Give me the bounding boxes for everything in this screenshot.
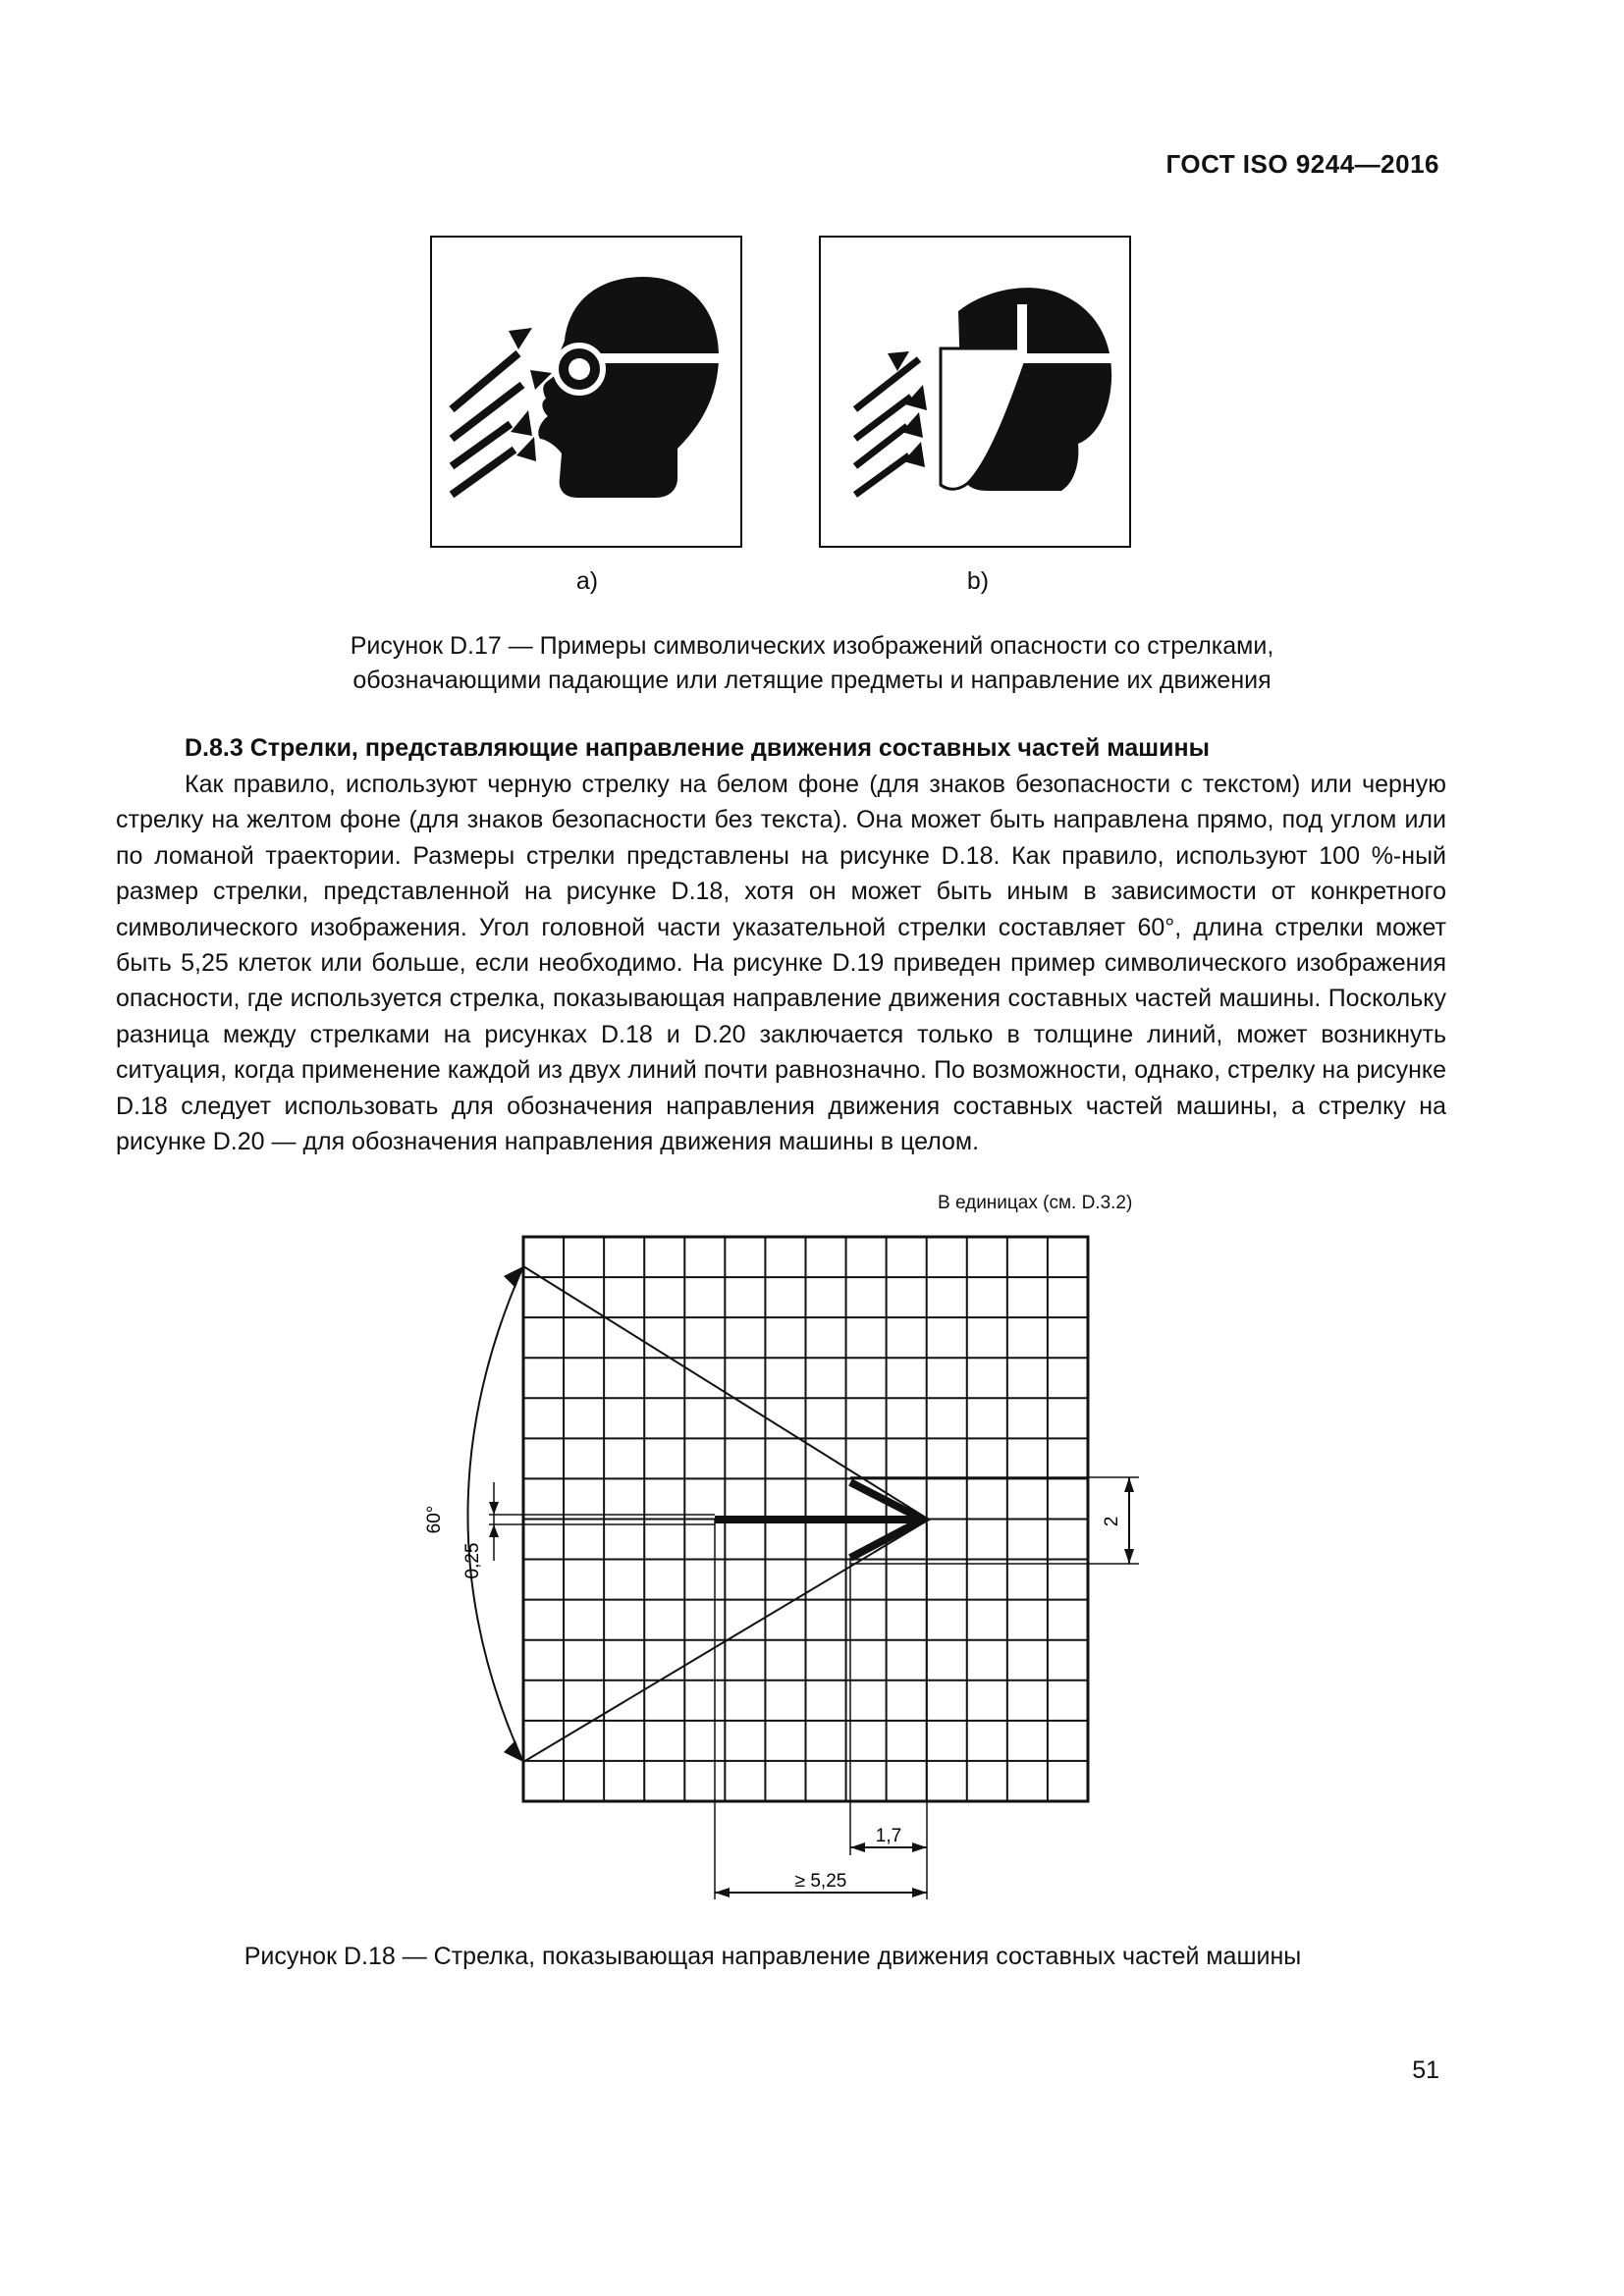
units-note: В единицах (см. D.3.2) [938, 1193, 1133, 1213]
document-header: ГОСТ ISO 9244—2016 [1165, 149, 1439, 179]
dim-text-total-length: ≥ 5,25 [794, 1871, 847, 1892]
dim-text-thickness: 0,25 [462, 1542, 483, 1579]
dim-text-head-length: 1,7 [875, 1826, 902, 1846]
sign-label-a: a) [575, 567, 599, 595]
figure-caption-d18: Рисунок D.18 — Стрелка, показывающая направление движения составных частей машины [244, 1943, 1302, 1970]
sign-label-b: b) [966, 567, 990, 595]
dim-text-head-height: 2 [1102, 1516, 1122, 1527]
figure-caption-d17-line1: Рисунок D.17 — Примеры символических изображений опасности со стрелками, [350, 632, 1274, 660]
page-number: 51 [1412, 2056, 1439, 2084]
dim-text-angle: 60° [424, 1505, 445, 1534]
body-paragraph: Как правило, используют черную стрелку на белом фоне (для знаков безопасности с текстом) или черную стрелку на желтом фоне (для знаков безопасности без текста). Она может быть направлена прямо, под углом или по ломаной траектории. Размеры стрелки представлены на рисунке D.18. Как правило, используют 100 %-ный размер стрелки, представленной на рисунке D.18, хотя он может быть иным в зависимости от конкретного символического изображения. Угол головной части указательной стрелки составляет 60°, длина стрелки может быть 5,25 клеток или больше, если необходимо. На рисунке D.19 приведен пример символического изображения опасности, где используется стрелка, показывающая направление движения составных частей машины. Поскольку разница между стрелками на рисунках D.18 и D.20 заключается только в толщине линий, может возникнуть ситуация, когда применение каждой из двух линий почти равнозначно. По возможности, однако, стрелку на рисунке D.18 следует использовать для обозначения направления движения составных частей машины, а стрелку на рисунке D.20 — для обозначения направления движения машины в целом. [116, 771, 1446, 1156]
figure-caption-d17-line2: обозначающими падающие или летящие предметы и направление их движения [352, 667, 1272, 694]
section-heading: D.8.3 Стрелки, представляющие направление движения составных частей машины [185, 734, 1210, 762]
angle-line-upper [523, 1266, 929, 1520]
